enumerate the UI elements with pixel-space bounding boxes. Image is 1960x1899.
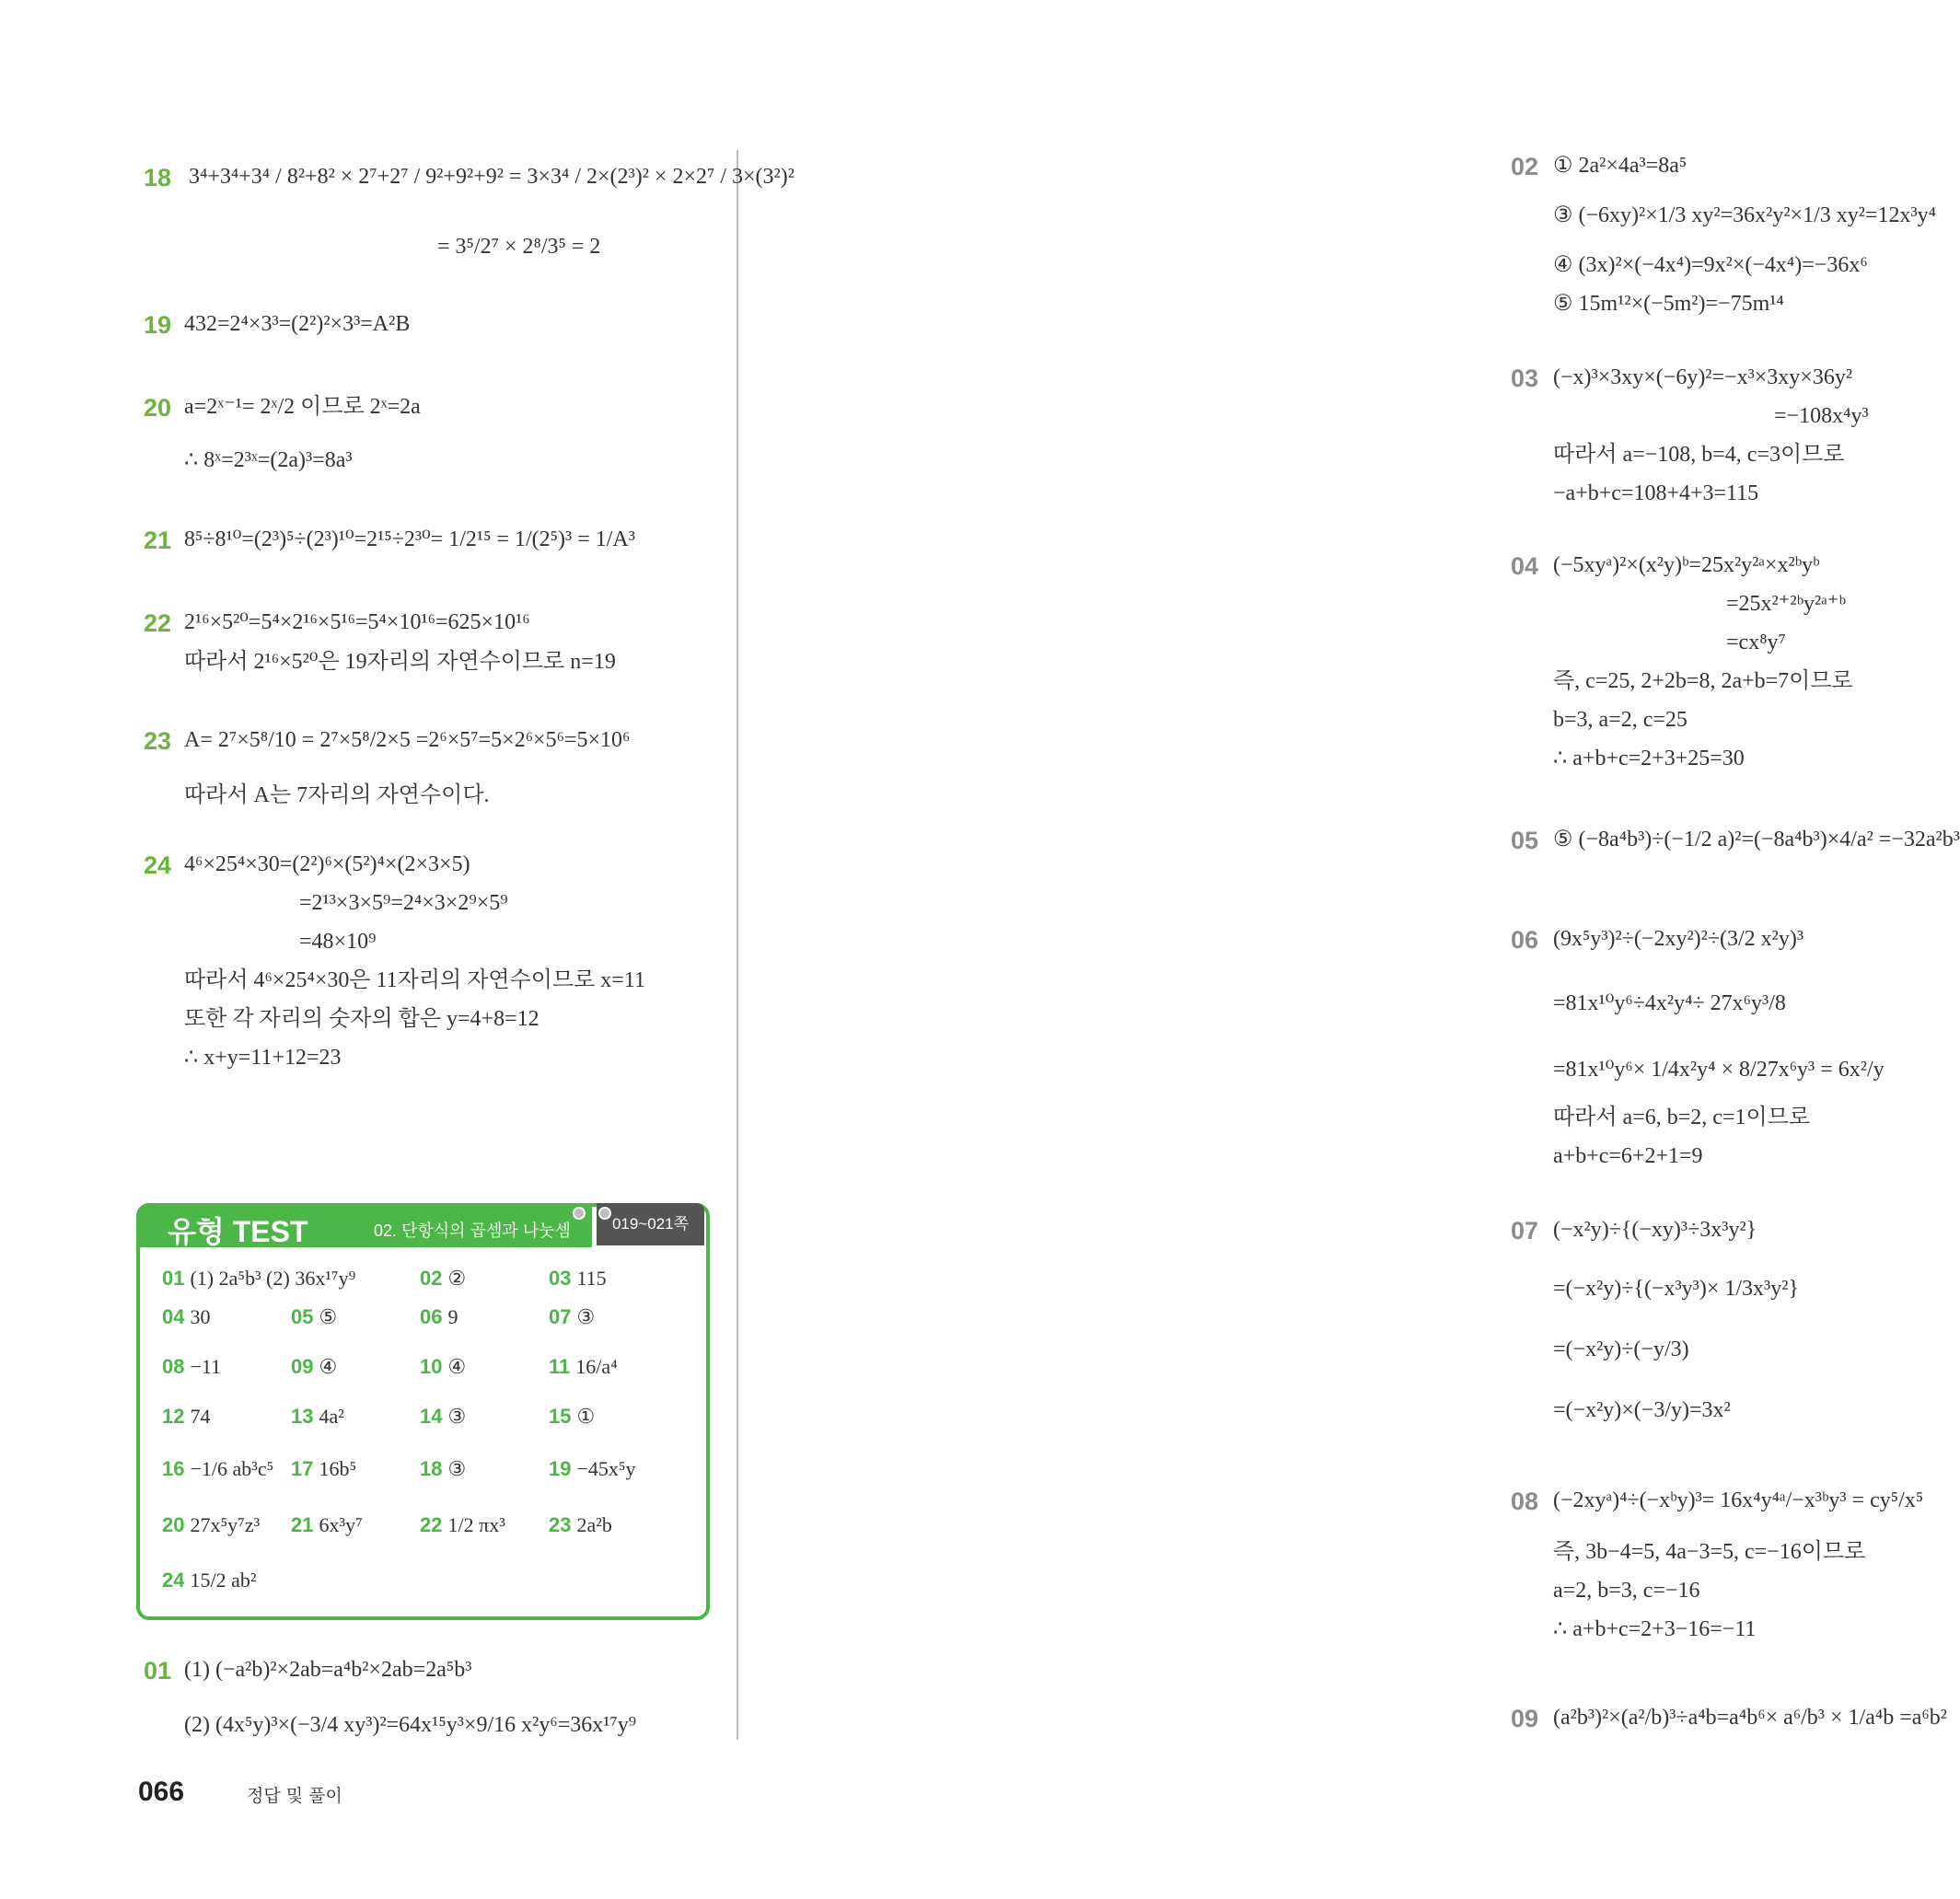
problem-number: 19 xyxy=(144,311,172,339)
problem-number: 18 xyxy=(144,164,172,191)
column-divider xyxy=(736,150,738,1740)
solution-line: =25x²⁺²ᵇy²ᵃ⁺ᵇ xyxy=(1726,592,1846,616)
answer-item: 17 16b⁵ xyxy=(291,1457,357,1480)
solution-line: ⑤ 15m¹²×(−5m²)=−75m¹⁴ xyxy=(1553,292,1784,316)
solution-line: a+b+c=6+2+1=9 xyxy=(1553,1144,1703,1168)
footer-label: 정답 및 풀이 xyxy=(247,1786,342,1806)
problem-number: 20 xyxy=(144,394,172,422)
solution-line: 따라서 a=6, b=2, c=1이므로 xyxy=(1553,1106,1811,1129)
problem-number: 01 xyxy=(144,1657,172,1685)
page-number: 066 xyxy=(138,1777,185,1807)
problem-number: 02 xyxy=(1511,153,1539,180)
problem-number: 24 xyxy=(144,851,172,879)
answer-item: 12 74 xyxy=(162,1405,211,1428)
solution-line: 8⁵÷8¹⁰=(2³)⁵÷(2³)¹⁰=2¹⁵÷2³⁰= 1/2¹⁵ = 1/(2⁵)³ = 1/A³ xyxy=(184,527,635,551)
solution-line: ④ (3x)²×(−4x⁴)=9x²×(−4x⁴)=−36x⁶ xyxy=(1553,253,1868,277)
answer-item: 11 16/a⁴ xyxy=(549,1355,618,1378)
type-test-title: 유형 TEST xyxy=(168,1215,308,1248)
answer-item: 20 27x⁵y⁷z³ xyxy=(162,1513,261,1536)
problem-number: 09 xyxy=(1511,1705,1539,1732)
problem-number: 06 xyxy=(1511,926,1539,954)
connector-dot-icon xyxy=(573,1207,586,1220)
answer-item: 04 30 xyxy=(162,1305,211,1328)
problem-number: 21 xyxy=(144,527,172,554)
solution-line: 즉, c=25, 2+2b=8, 2a+b=7이므로 xyxy=(1553,669,1853,693)
solution-line: = 3⁵/2⁷ × 2⁸/3⁵ = 2 xyxy=(437,235,601,259)
answer-item: 02 ② xyxy=(420,1267,467,1290)
answer-item: 06 9 xyxy=(420,1305,458,1328)
solution-line: (2) (4x⁵y)³×(−3/4 xy³)²=64x¹⁵y³×9/16 x²y⁶=36x¹⁷y⁹ xyxy=(184,1713,637,1737)
answer-item: 05 ⑤ xyxy=(291,1305,338,1328)
solution-line: a=2, b=3, c=−16 xyxy=(1553,1579,1700,1603)
solution-line: 즉, 3b−4=5, 4a−3=5, c=−16이므로 xyxy=(1553,1540,1866,1564)
problem-number: 08 xyxy=(1511,1488,1539,1515)
solution-line: b=3, a=2, c=25 xyxy=(1553,708,1687,732)
solution-line: A= 2⁷×5⁸/10 = 2⁷×5⁸/2×5 =2⁶×5⁷=5×2⁶×5⁶=5×10⁶ xyxy=(184,728,631,752)
problem-number: 05 xyxy=(1511,827,1539,854)
solution-line: =(−x²y)÷{(−x³y³)× 1/3x³y²} xyxy=(1553,1277,1799,1301)
solution-line: (−2xyᵃ)⁴÷(−xᵇy)³= 16x⁴y⁴ᵃ/−x³ᵇy³ = cy⁵/x⁵ xyxy=(1553,1488,1924,1512)
solution-line: 따라서 A는 7자리의 자연수이다. xyxy=(184,783,490,807)
solution-line: 따라서 2¹⁶×5²⁰은 19자리의 자연수이므로 n=19 xyxy=(184,650,616,674)
answer-item: 03 115 xyxy=(549,1267,607,1290)
answer-item: 23 2a²b xyxy=(549,1513,612,1536)
answer-item: 07 ③ xyxy=(549,1305,596,1328)
solution-line: 따라서 4⁶×25⁴×30은 11자리의 자연수이므로 x=11 xyxy=(184,968,645,992)
solution-line: ③ (−6xy)²×1/3 xy²=36x²y²×1/3 xy²=12x³y⁴ xyxy=(1553,203,1937,227)
solution-line: ∴ x+y=11+12=23 xyxy=(184,1046,342,1070)
solution-line: =−108x⁴y³ xyxy=(1774,404,1869,428)
problem-number: 22 xyxy=(144,609,172,637)
solution-line: (a²b³)²×(a²/b)³÷a⁴b=a⁴b⁶× a⁶/b³ × 1/a⁴b =a⁶b² xyxy=(1553,1706,1947,1730)
solution-line: 432=2⁴×3³=(2²)²×3³=A²B xyxy=(184,312,411,336)
solution-line: (−5xyᵃ)²×(x²y)ᵇ=25x²y²ᵃ×x²ᵇyᵇ xyxy=(1553,553,1820,577)
answer-item: 08 −11 xyxy=(162,1355,222,1378)
solution-line: (−x)³×3xy×(−6y)²=−x³×3xy×36y² xyxy=(1553,365,1853,389)
solution-line: (−x²y)÷{(−xy)³÷3x³y²} xyxy=(1553,1218,1757,1242)
solution-line: =cx⁸y⁷ xyxy=(1726,631,1786,654)
solution-line: 4⁶×25⁴×30=(2²)⁶×(5²)⁴×(2×3×5) xyxy=(184,852,470,876)
problem-number: 03 xyxy=(1511,365,1539,392)
type-test-pages: 019~021쪽 xyxy=(597,1203,704,1245)
solution-line: =81x¹⁰y⁶÷4x²y⁴÷ 27x⁶y³/8 xyxy=(1553,991,1786,1015)
solution-line: ∴ 8ˣ=2³ˣ=(2a)³=8a³ xyxy=(184,448,353,472)
solution-line: ① 2a²×4a³=8a⁵ xyxy=(1553,154,1687,178)
solution-line: 또한 각 자리의 숫자의 합은 y=4+8=12 xyxy=(184,1007,539,1031)
answer-item: 10 ④ xyxy=(420,1355,467,1378)
answer-item: 24 15/2 ab² xyxy=(162,1569,257,1592)
answer-item: 21 6x³y⁷ xyxy=(291,1513,363,1536)
solution-line: =(−x²y)×(−3/y)=3x² xyxy=(1553,1398,1731,1422)
solution-line: 따라서 a=−108, b=4, c=3이므로 xyxy=(1553,443,1845,467)
solution-line: ⑤ (−8a⁴b³)÷(−1/2 a)²=(−8a⁴b³)×4/a² =−32a²b³ xyxy=(1553,828,1960,851)
answer-item: 18 ③ xyxy=(420,1457,467,1480)
solution-line: ∴ a+b+c=2+3+25=30 xyxy=(1553,747,1745,770)
solution-line: 3⁴+3⁴+3⁴ / 8²+8² × 2⁷+2⁷ / 9²+9²+9² = 3×3⁴ / 2×(2³)² × 2×2⁷ / 3×(3²)² xyxy=(189,165,794,189)
problem-number: 04 xyxy=(1511,552,1539,580)
answer-item: 15 ① xyxy=(549,1405,596,1428)
solution-line: =81x¹⁰y⁶× 1/4x²y⁴ × 8/27x⁶y³ = 6x²/y xyxy=(1553,1058,1885,1082)
solution-line: =(−x²y)÷(−y/3) xyxy=(1553,1337,1689,1361)
answer-item: 19 −45x⁵y xyxy=(549,1457,636,1480)
type-test-subtitle: 02. 단항식의 곱셈과 나눗셈 xyxy=(374,1222,571,1240)
solution-line: a=2ˣ⁻¹= 2ˣ/2 이므로 2ˣ=2a xyxy=(184,395,421,419)
solution-line: 2¹⁶×5²⁰=5⁴×2¹⁶×5¹⁶=5⁴×10¹⁶=625×10¹⁶ xyxy=(184,610,530,634)
problem-number: 07 xyxy=(1511,1217,1539,1245)
connector-dot-icon xyxy=(598,1207,611,1220)
answer-item: 16 −1/6 ab³c⁵ xyxy=(162,1457,274,1480)
problem-number: 23 xyxy=(144,727,172,755)
answer-item: 14 ③ xyxy=(420,1405,467,1428)
solution-line: (9x⁵y³)²÷(−2xy²)²÷(3/2 x²y)³ xyxy=(1553,927,1804,951)
solution-line: =2¹³×3×5⁹=2⁴×3×2⁹×5⁹ xyxy=(299,891,508,915)
answer-item: 09 ④ xyxy=(291,1355,338,1378)
answer-item: 01 (1) 2a⁵b³ (2) 36x¹⁷y⁹ xyxy=(162,1267,356,1290)
solution-line: −a+b+c=108+4+3=115 xyxy=(1553,481,1759,505)
solution-line: ∴ a+b+c=2+3−16=−11 xyxy=(1553,1617,1757,1641)
solution-line: (1) (−a²b)²×2ab=a⁴b²×2ab=2a⁵b³ xyxy=(184,1658,472,1682)
solution-line: =48×10⁹ xyxy=(299,930,377,954)
answer-item: 22 1/2 πx³ xyxy=(420,1513,505,1536)
answer-item: 13 4a² xyxy=(291,1405,344,1428)
